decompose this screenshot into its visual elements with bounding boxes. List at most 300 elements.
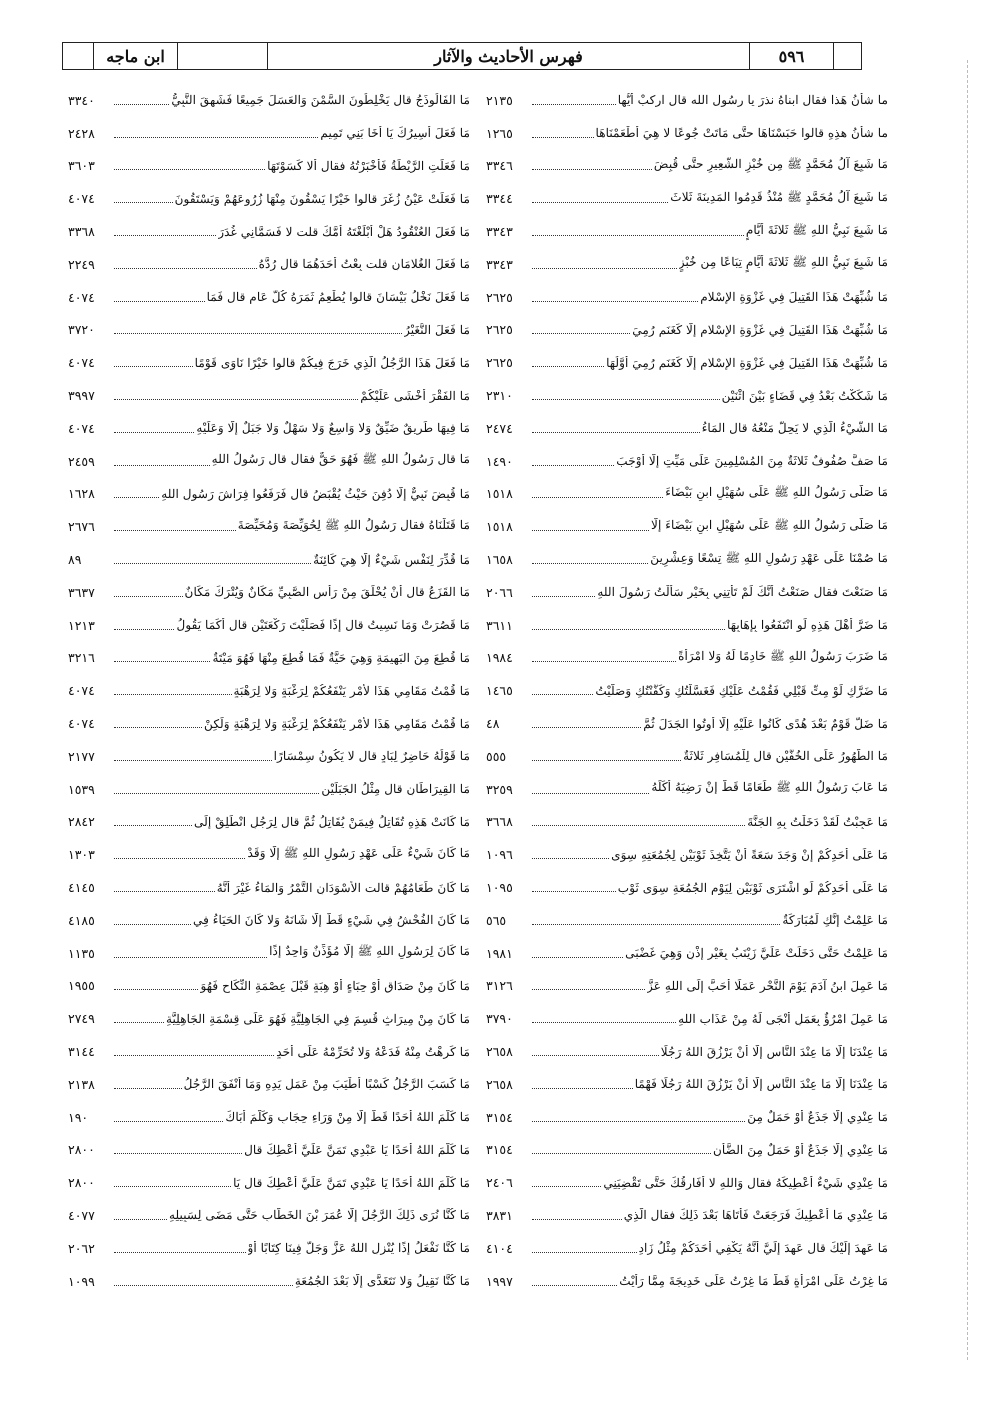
entry-reference-number: ١٠٩٦ [486,847,513,863]
entry-reference-number: ٣٣٤٣ [486,256,513,272]
entry-text: مَا كَانَ مِنْ مِيرَاثٍ قُسِمَ فِي الجَاهِلِيَّةِ فَهُوَ عَلَى قِسْمَةِ الجَاهِلِيَّةِ [165,1011,470,1026]
dot-leader [532,1219,622,1220]
entry-reference-number: ٢٦٢٥ [486,322,513,338]
dot-leader [114,957,267,958]
dot-leader [114,399,358,400]
index-entry [68,609,470,642]
entry-text: مَا صُمْنَا عَلَى عَهْدِ رَسُولِ اللهِ ﷺ تِسْعًا وَعِشْرِينَ [650,550,888,565]
index-entry [486,1035,888,1068]
entry-text: مَا كَانَتْ هَذِهِ تُقَاتِلُ فِيمَنْ يُقَاتِلُ ثُمَّ قال لِرَجُلٍ انْطَلِقْ إلَى [193,814,470,829]
index-entry [486,838,888,871]
entry-reference-number: ٤٠٧٤ [68,191,95,207]
entry-reference-number: ٢٦٥٨ [486,1044,513,1059]
index-entry [68,510,470,543]
dot-leader [114,497,159,498]
index-entry [68,838,470,871]
dot-leader [114,268,257,269]
entry-reference-number: ٣٣٤٤ [486,191,513,207]
index-entry [68,346,470,379]
entry-reference-number: ٢٦٢٥ [486,355,513,371]
dot-leader [532,1088,633,1089]
entry-reference-number: ٣١٤٤ [68,1044,95,1059]
index-entry [486,740,888,773]
entry-reference-number: ٣٦٠٣ [68,158,95,174]
dot-leader [114,432,194,433]
entry-text: مَا كَسَبَ الرَّجُلُ كَسْبًا أطْيَبَ مِنْ عَمَلِ يَدِهِ وَمَا أنْفَقَ الرَّجُلُ [183,1077,470,1092]
index-entry [486,609,888,642]
dot-leader [532,1153,711,1154]
entry-text: مَا كَانَ الفُحْشُ فِي شَيْءٍ قَطُّ إلَّا شَانَهُ وَلا كَانَ الحَيَاءُ فِي [192,913,470,928]
dot-leader [114,727,202,728]
entry-text: مَا شَكَكْتُ بَعْدُ فِي قَضَاءٍ بَيْنَ اثْنَيْنِ [721,388,888,403]
entry-reference-number: ١٠٩٥ [486,880,513,896]
index-entry [68,182,470,215]
dot-leader [114,891,215,892]
dot-leader [532,301,698,302]
entry-text: مَا عِنْدِي مَا أُعْطِيكَ فَرَجَعَتْ فَأَتَاهَا بَعْدَ ذَلِكَ فقال الَّذِي [623,1208,888,1223]
index-entry [68,1002,470,1035]
dot-leader [114,858,245,859]
entry-text: مَا عِنْدَنَا إلَّا مَا عِنْدَ النَّاسِ إلَّا أنْ يَرْزُقَ اللهُ رَجُلًا فَهْمًا [634,1077,888,1092]
entry-text: مَا فَعَلَ العُنْقُودُ هَلْ أبْلَغْتَهُ أُمَّكَ قلت لا فَسَمَّانِي غُدَرَ [218,224,470,239]
dot-leader [114,333,402,334]
entry-text: مَا عَابَ رَسُولُ اللهِ ﷺ طَعَامًا قَطُّ إنْ رَضِيَهُ أكَلَهُ [651,780,888,795]
entry-reference-number: ٢٨٤٢ [68,814,95,830]
index-entry [486,1134,888,1167]
dot-leader [114,1186,231,1187]
index-entry [486,970,888,1003]
index-entry [68,1035,470,1068]
entry-reference-number: ١١٣٥ [68,945,95,961]
dot-leader [114,924,191,925]
entry-reference-number: ٤٠٧٤ [68,716,95,732]
index-columns [68,84,888,1297]
dot-leader [114,235,216,236]
entry-reference-number: ٤٠٧٤ [68,355,95,371]
index-entry [486,1199,888,1232]
entry-text: مَا كَرِهْتُ مِنْهُ فَدَعْهُ وَلا تُحَرِّمْهُ عَلَى أحَدٍ [276,1044,470,1059]
entry-reference-number: ٤٨ [486,716,500,732]
index-entry [68,1068,470,1101]
dot-leader [532,432,700,433]
dot-leader [114,104,169,105]
index-entry [68,871,470,904]
index-entry [68,117,470,150]
index-entry [486,1002,888,1035]
entry-text: مَا شُبِّهَتْ هَذَا القَتِيلَ فِي غَزْوَةِ الإسْلامِ إلَّا كَغَنَمٍ رُمِيَ أوَّلُهَا [606,355,888,370]
dot-leader [532,1186,601,1187]
entry-reference-number: ٣٣٦٨ [68,224,95,240]
dot-leader [532,268,677,269]
entry-text: مَا كُنَّا نَفْعَلُ إذًا يُنْزِلِ اللهُ عَزَّ وَجَلَّ فِينَا كِتَابًا أوْ [247,1241,470,1256]
dot-leader [532,104,616,105]
index-entry [486,1166,888,1199]
dot-leader [532,957,623,958]
entry-text: مَا قال رَسُولُ اللهِ ﷺ فَهُوَ حَقٌّ فقال قال رَسُولُ اللهِ [211,452,470,467]
index-entry [486,674,888,707]
index-entry [68,215,470,248]
entry-reference-number: ٣٣٤٦ [486,158,513,174]
dot-leader [532,629,725,630]
index-entry [486,84,888,117]
index-entry [486,1265,888,1298]
entry-text: مَا كُنَّا نُرَى ذَلِكَ الرَّجُلَ إلَّا عُمَرَ بْنَ الخَطَّابِ حَتَّى مَضَى لِسَبِيلِهِ [168,1208,470,1223]
right-column [486,84,888,1297]
entry-reference-number: ١٩٨٤ [486,650,513,666]
index-entry [68,1232,470,1265]
entry-reference-number: ١٣٠٣ [68,847,95,863]
entry-text: مَا قُمْتُ مَقَامِي هَذَا لأمْرٍ يَنْفَعُكُمْ لِرَغْبَةٍ وَلا لِرَهْبَةٍ وَلَكِنْ [204,716,470,731]
entry-reference-number: ١٦٢٨ [68,486,95,502]
index-entry [486,150,888,183]
dot-leader [532,202,668,203]
entry-reference-number: ٢٨٠٠ [68,1175,95,1191]
entry-text: مَا كَانَ طَعَامُهُمْ قالت الأسْوَدَانِ التَّمْرُ وَالمَاءُ غَيْرَ أنَّهُ [216,880,470,895]
index-entry [68,478,470,511]
entry-text: مَا فَعَلَ أسِيرُكَ يَا أخَا بَنِي تَمِيمٍ [320,126,470,141]
index-entry [486,346,888,379]
dot-leader [114,530,236,531]
index-entry [486,117,888,150]
index-entry [68,281,470,314]
dot-leader [532,694,593,695]
header-edge-left [63,43,93,69]
index-entry [68,773,470,806]
entry-reference-number: ٥٥٥ [486,748,507,764]
entry-reference-number: ٤٠٧٤ [68,420,95,436]
entry-reference-number: ١٥١٨ [486,519,513,535]
index-entry [68,904,470,937]
dot-leader [532,1121,745,1122]
dot-leader [114,661,210,662]
dot-leader [114,1121,223,1122]
index-entry [486,281,888,314]
entry-reference-number: ٤١٠٤ [486,1240,513,1256]
scan-margin-line [967,60,968,1360]
dot-leader [114,563,311,564]
entry-reference-number: ٤٠٧٧ [68,1207,95,1223]
dot-leader [532,858,609,859]
dot-leader [114,1219,167,1220]
page-title: فهرس الأحاديث والآثار [267,43,749,69]
entry-reference-number: ٣٢٥٩ [486,781,513,797]
index-entry [68,412,470,445]
dot-leader [532,465,614,466]
entry-text: مَا فَعَلَ نَخْلُ بَيْسَانَ قالوا يُطْعِمُ ثَمَرَهُ كُلَّ عَامٍ قال فَمَا [206,290,470,305]
entry-reference-number: ٣٩٩٧ [68,388,95,404]
dot-leader [532,989,645,990]
entry-reference-number: ٣٦١١ [486,617,513,633]
index-entry [486,510,888,543]
entry-reference-number: ٣٣٤٠ [68,92,95,108]
dot-leader [532,1285,617,1286]
index-entry [486,215,888,248]
entry-text: مَا ضَرَّكِ لَوْ مِتِّ قَبْلِي فَقُمْتُ عَلَيْكِ فَغَسَّلْتُكِ وَكَفَّنْتُكِ وَصَلَّيْتُ [595,683,888,698]
entry-reference-number: ٣١٢٦ [486,978,513,994]
entry-text: مَا شُبِّهَتْ هَذَا القَتِيلَ فِي غَزْوَةِ الإسْلامِ [700,290,888,305]
dot-leader [532,924,780,925]
index-entry [68,1134,470,1167]
entry-reference-number: ٤٠٧٤ [68,683,95,699]
dot-leader [114,202,173,203]
entry-reference-number: ٢٦٥٨ [486,1076,513,1092]
dot-leader [114,366,193,367]
entry-text: مَا قُدِّرَ لِنَفْسٍ شَيْءٌ إلَّا هِيَ كَائِنَةٌ [313,552,470,567]
entry-reference-number: ٣٧٩٠ [486,1011,513,1027]
index-entry [68,970,470,1003]
entry-text: مَا فِيهَا طَرِيقٌ ضَيِّقٌ وَلا وَاسِعٌ وَلا سَهْلٌ وَلا جَبَلٌ إلَّا وَعَلَيْهِ [196,421,470,436]
index-entry [68,1265,470,1298]
index-entry [68,642,470,675]
header-blank-cell [177,43,267,69]
entry-reference-number: ١٩٠ [68,1109,89,1125]
dot-leader [114,793,319,794]
entry-text: مَا القَزَعُ قال أنْ يُحْلَقَ مِنْ رَأْسِ الصَّبِيِّ مَكَانٌ وَيُتْرَكَ مَكَانٌ [184,585,470,600]
dot-leader [114,760,272,761]
index-entry [68,445,470,478]
entry-text: مَا قَوْلُهُ حَاضِرٌ لِبَادٍ قال لا يَكُونُ سِمْسَارًا [273,749,470,764]
dot-leader [532,235,744,236]
entry-reference-number: ١٥٣٩ [68,781,95,797]
entry-text: مَا عَهِدَ إلَيْكَ قال عَهِدَ إلَيَّ أنَّهُ يَكْفِي أحَدَكُمْ مِثْلُ زَادِ [638,1241,888,1256]
entry-text: مَا قُبِضَ نَبِيٌّ إلَّا دُفِنَ حَيْثُ يُقْبَضُ قال فَرَفَعُوا فِرَاشَ رَسُولِ اللهِ [161,486,470,501]
entry-reference-number: ٣٣٤٣ [486,224,513,240]
entry-text: مَا عَمِلَ امْرُؤٌ بِعَمَلٍ أنْجَى لَهُ مِنْ عَذَابِ اللهِ [678,1011,888,1026]
entry-text: مَا قَصُرَتْ وَمَا نَسِيتُ قال إذًا فَصَلَّيْتَ رَكْعَتَيْنِ قال أكَمَا يَقُولُ [176,618,470,633]
dot-leader [114,1055,274,1056]
dot-leader [532,563,648,564]
dot-leader [532,1055,659,1056]
entry-text: مَا كَلَّمَ اللهُ أحَدًا قَطُّ إلَّا مِنْ وَرَاءِ حِجَابٍ وَكَلَّمَ أبَاكَ [225,1110,470,1125]
entry-reference-number: ٢٦٢٥ [486,289,513,305]
entry-reference-number: ٣٨٣١ [486,1207,513,1223]
entry-reference-number: ٣٦٦٨ [486,814,513,830]
entry-text: مَا صَفَّ صُفُوفٌ ثَلاثَةٌ مِنَ المُسْلِمِينَ عَلَى مَيِّتٍ إلَّا أوْجَبَ [616,454,888,469]
entry-reference-number: ١٤٦٥ [486,683,513,699]
entry-text: مَا كَلَّمَ اللهُ أحَدًا يَا عَبْدِي تَمَنَّ عَلَيَّ أُعْطِكَ قال يَا [233,1175,470,1190]
dot-leader [532,497,663,498]
entry-text: مَا صَنَعْتَ فقال صَنَعْتُ أنَّكَ لَمْ تَأْتِنِي بِخَيْرٍ سَأَلْتُ رَسُولَ اللهِ [597,585,888,600]
index-entry [68,937,470,970]
entry-reference-number: ٢٤٢٨ [68,125,95,141]
entry-text: مَا شَبِعَ نَبِيُّ اللهِ ﷺ ثَلاثَةَ أيَّامٍ تِبَاعًا مِن خُبْزٍ [678,255,888,270]
index-entry [68,1199,470,1232]
entry-reference-number: ٣١٥٤ [486,1142,513,1158]
entry-reference-number: ٢٤٥٩ [68,453,95,469]
index-entry [68,806,470,839]
index-entry [486,904,888,937]
entry-text: مَا صَلَّى رَسُولُ اللهِ ﷺ عَلَى سُهَيْلِ ابنِ بَيْضَاءَ إلَّا [651,517,888,532]
entry-text: مَا غِرْتُ عَلَى امْرَأَةٍ قَطُّ مَا غِرْتُ عَلَى خَدِيجَةَ مِمَّا رَأَيْتُ [619,1274,888,1289]
index-entry [68,314,470,347]
entry-reference-number: ٤١٨٥ [68,912,95,928]
entry-text: مَا فَعَلَ هَذَا الرَّجُلُ الَّذِي خَرَجَ فِيكُمْ قالوا خَيْرًا نَاوَى قَوْمًا [194,355,470,370]
index-entry [68,674,470,707]
entry-text: مَا عِنْدِي إلَّا جَذَعٌ أوْ حَمَلٌ مِنَ [747,1110,888,1125]
entry-reference-number: ١٩٥٥ [68,978,95,994]
entry-reference-number: ٢٤٧٤ [486,420,513,436]
index-entry [486,1068,888,1101]
index-entry [486,543,888,576]
index-entry [486,412,888,445]
left-column [68,84,470,1297]
index-entry [68,1166,470,1199]
entry-text: مَا عِنْدَنَا إلَّا مَا عِنْدَ النَّاسِ إلَّا أنْ يَرْزُقَ اللهُ رَجُلًا [660,1044,888,1059]
dot-leader [532,169,652,170]
entry-reference-number: ٢٢٤٩ [68,256,95,272]
entry-text: مَا شَبِعَ آلُ مُحَمَّدٍ ﷺ مِن خُبْزِ الشَّعِيرِ حتَّى قُبِضَ [653,156,888,171]
entry-reference-number: ٢١٧٧ [68,748,95,764]
entry-reference-number: ٢٧٤٩ [68,1011,95,1027]
entry-text: مَا فَعَلَ الغُلامَانِ قلت بِعْتُ أحَدَهُمَا قال رُدَّهُ [258,257,470,272]
dot-leader [532,366,604,367]
index-entry [68,379,470,412]
entry-reference-number: ٣٦٣٧ [68,584,95,600]
index-entry [486,182,888,215]
index-entry [486,806,888,839]
book-name: ابن ماجه [93,43,177,69]
entry-text: مَا كُنَّا نَقِيلُ وَلا نَتَغَدَّى إلَّا بَعْدَ الجُمُعَةِ [294,1274,470,1289]
entry-reference-number: ٣٢١٦ [68,650,95,666]
entry-text: مَا عَمِلَ ابنُ آدَمَ يَوْمَ النَّحْرِ عَمَلًا أحَبَّ إلَى اللهِ عَزَّ [647,978,888,993]
entry-reference-number: ١٩٩٧ [486,1273,513,1289]
dot-leader [532,530,649,531]
entry-text: مَا عَجِبْتُ لَقَدْ دَخَلْتُ بِهِ الجَنَّةَ [747,814,888,829]
entry-text: مَا عَلِمْتُ إنَّكِ لَمُبَارَكَةٌ [782,913,888,928]
entry-text: مَا قُمْتُ مَقَامِي هَذَا لأمْرٍ يَنْفَعُكُمْ لِرَغْبَةٍ وَلا لِرَهْبَةٍ [233,683,470,698]
entry-text: مَا القِيرَاطَانِ قال مِثْلُ الجَبَلَيْنِ [321,782,470,797]
entry-text: مَا كَانَ لِرَسُولِ اللهِ ﷺ إلَّا مُؤَذِّنٌ وَاحِدٌ إذًا [269,944,470,959]
dot-leader [532,137,594,138]
dot-leader [114,1022,164,1023]
entry-reference-number: ٢٨٠٠ [68,1142,95,1158]
dot-leader [114,989,198,990]
index-entry [486,314,888,347]
entry-reference-number: ٣١٥٤ [486,1109,513,1125]
entry-text: مَا الشَّيْءُ الَّذِي لا يَحِلُّ مَنْعُهُ قال المَاءُ [701,421,888,436]
entry-reference-number: ٢٠٦٦ [486,584,513,600]
dot-leader [532,825,745,826]
entry-reference-number: ١٢٦٥ [486,125,513,141]
entry-reference-number: ٢٠٦٢ [68,1240,95,1256]
entry-text: مَا عِنْدِي شَيْءٌ أُعْطِيكَهُ فقال وَاللهِ لا أُفَارِقُكَ حَتَّى تَقْضِيَنِي [603,1175,888,1190]
entry-text: مَا عِنْدِي إلَّا جَذَعٌ أوْ حَمَلٌ مِنَ الضَّأْنِ [712,1142,888,1157]
dot-leader [532,1022,676,1023]
dot-leader [114,1153,242,1154]
index-entry [68,740,470,773]
entry-text: ما شأنُ هذِهِ قالوا حَبَسْنَاهَا حتَّى مَاتَتْ جُوعًا لا هِيَ أطْعَمْنَاهَا [595,126,888,141]
dot-leader [532,399,720,400]
entry-text: مَا ضَرَّ أهْلَ هَذِهِ لَوِ انْتَفَعُوا بِإهَابِهَا [727,618,888,633]
index-entry [68,150,470,183]
dot-leader [114,825,192,826]
index-entry [486,248,888,281]
entry-text: مَا الفَالُوذَجُ قال يَخْلِطُونَ السَّمْنَ وَالعَسَلَ جَمِيعًا فَشَهِقَ النَّبِيُّ [171,93,470,108]
index-entry [68,84,470,117]
index-entry [486,445,888,478]
index-entry [68,1101,470,1134]
entry-reference-number: ١٦٥٨ [486,552,513,568]
entry-text: مَا صَلَّى رَسُولُ اللهِ ﷺ عَلَى سُهَيْلِ ابنِ بَيْضَاءَ [665,484,888,499]
entry-reference-number: ٤١٤٥ [68,880,95,896]
index-entry [68,248,470,281]
index-entry [486,642,888,675]
dot-leader [114,596,183,597]
index-entry [486,1101,888,1134]
entry-text: مَا شَبِعَ آلُ مُحَمَّدٍ ﷺ مُنْذُ قَدِمُوا المَدِينَةَ ثَلاثَ [670,189,888,204]
entry-reference-number: ٢٣١٠ [486,388,513,404]
page-number: ٥٩٦ [749,43,833,69]
entry-text: مَا قُطِعَ مِنَ البَهِيمَةِ وَهِيَ حَيَّةٌ فَمَا قُطِعَ مِنْهَا فَهُوَ مَيْتَةٌ [212,650,470,665]
entry-text: مَا عَلِمْتُ حَتَّى دَخَلَتْ عَلَيَّ زَيْنَبُ بِغَيْرِ إذْنٍ وَهِيَ غَضْبَى [625,946,888,961]
index-entry [68,576,470,609]
dot-leader [532,727,641,728]
index-entry [486,773,888,806]
dot-leader [532,1252,637,1253]
entry-text: مَا الفَقْرَ أخْشَى عَلَيْكُمْ [360,388,470,403]
entry-text: مَا شُبِّهَتْ هَذَا القَتِيلَ فِي غَزْوَةِ الإسْلامِ إلَّا كَغَنَمٍ رُمِيَ [632,322,888,337]
entry-text: مَا كَانَ شَيْءٌ عَلَى عَهْدِ رَسُولِ اللهِ ﷺ إلَّا وَقَدْ [247,845,470,860]
entry-text: مَا الطُّهُورُ عَلَى الخُفَّيْنِ قال لِلْمُسَافِرِ ثَلاثَةٌ [683,749,888,764]
dot-leader [532,661,676,662]
entry-reference-number: ٣٧٢٠ [68,322,95,338]
entry-reference-number: ١٩٨١ [486,945,513,961]
dot-leader [532,596,595,597]
index-entry [486,576,888,609]
entry-text: مَا قَتَلْنَاهُ فقال رَسُولُ اللهِ ﷺ لِحُوَيِّصَةَ وَمُحَيِّصَةَ [237,517,470,532]
entry-text: مَا ضَلَّ قَوْمٌ بَعْدَ هُدًى كَانُوا عَلَيْهِ إلَّا أُوتُوا الجَدَلَ ثُمَّ [643,716,888,731]
dot-leader [532,760,681,761]
index-entry [68,543,470,576]
dot-leader [114,694,232,695]
dot-leader [532,333,630,334]
dot-leader [114,629,174,630]
index-entry [486,478,888,511]
page-header [62,42,862,70]
entry-text: مَا ضَرَبَ رَسُولُ اللهِ ﷺ خَادِمًا لَهُ وَلا امْرَأَةً [678,648,888,663]
index-entry [68,707,470,740]
entry-reference-number: ٢١٣٥ [486,92,513,108]
dot-leader [114,1088,182,1089]
dot-leader [114,137,318,138]
entry-reference-number: ١٢١٣ [68,617,95,633]
dot-leader [114,1252,246,1253]
dot-leader [532,793,649,794]
entry-text: مَا شَبِعَ نَبِيُّ اللهِ ﷺ ثَلاثَةَ أيَّامٍ [745,222,888,237]
entry-reference-number: ٢٤٠٦ [486,1175,513,1191]
entry-text: مَا عَلَى أحَدِكُمْ لَوِ اشْتَرَى ثَوْبَيْنِ لِيَوْمِ الجُمُعَةِ سِوَى ثَوْبِ [617,880,888,895]
dot-leader [114,1285,293,1286]
header-edge-right [833,43,861,69]
entry-reference-number: ١٤٩٠ [486,453,513,469]
entry-reference-number: ١٠٩٩ [68,1273,95,1289]
entry-reference-number: ٥٦٥ [486,912,507,928]
dot-leader [532,891,616,892]
entry-text: مَا كَلَّمَ اللهُ أحَدًا يَا عَبْدِي تَمَنَّ عَلَيَّ أُعْطِكَ قال [244,1142,470,1157]
entry-reference-number: ٢١٣٨ [68,1076,95,1092]
entry-text: مَا عَلَى أحَدِكُمْ إنْ وَجَدَ سَعَةً أنْ يَتَّخِذَ ثَوْبَيْنِ لِجُمُعَتِهِ سِوَى [611,847,888,862]
entry-text: مَا فَعَلَتِ الرَّيْطَةُ فَأَخْبَرْتُهُ فقال ألا كَسَوْتَهَا [267,158,470,173]
index-entry [486,871,888,904]
entry-text: ما شأنُ هَذا فقال ابناهُ نذرَ يا رسُول الله قال اركبْ أيُّها [617,93,888,108]
index-entry [486,707,888,740]
dot-leader [114,465,210,466]
entry-reference-number: ١٥١٨ [486,486,513,502]
index-entry [486,1232,888,1265]
entry-text: مَا فَعَلَتْ عَيْنُ زُغَرَ قالوا خَيْرًا يَسْقُونَ مِنْهَا زُرُوعَهُمْ وَيَسْتَقُونَ [174,191,470,206]
entry-reference-number: ٤٠٧٤ [68,289,95,305]
index-entry [486,937,888,970]
